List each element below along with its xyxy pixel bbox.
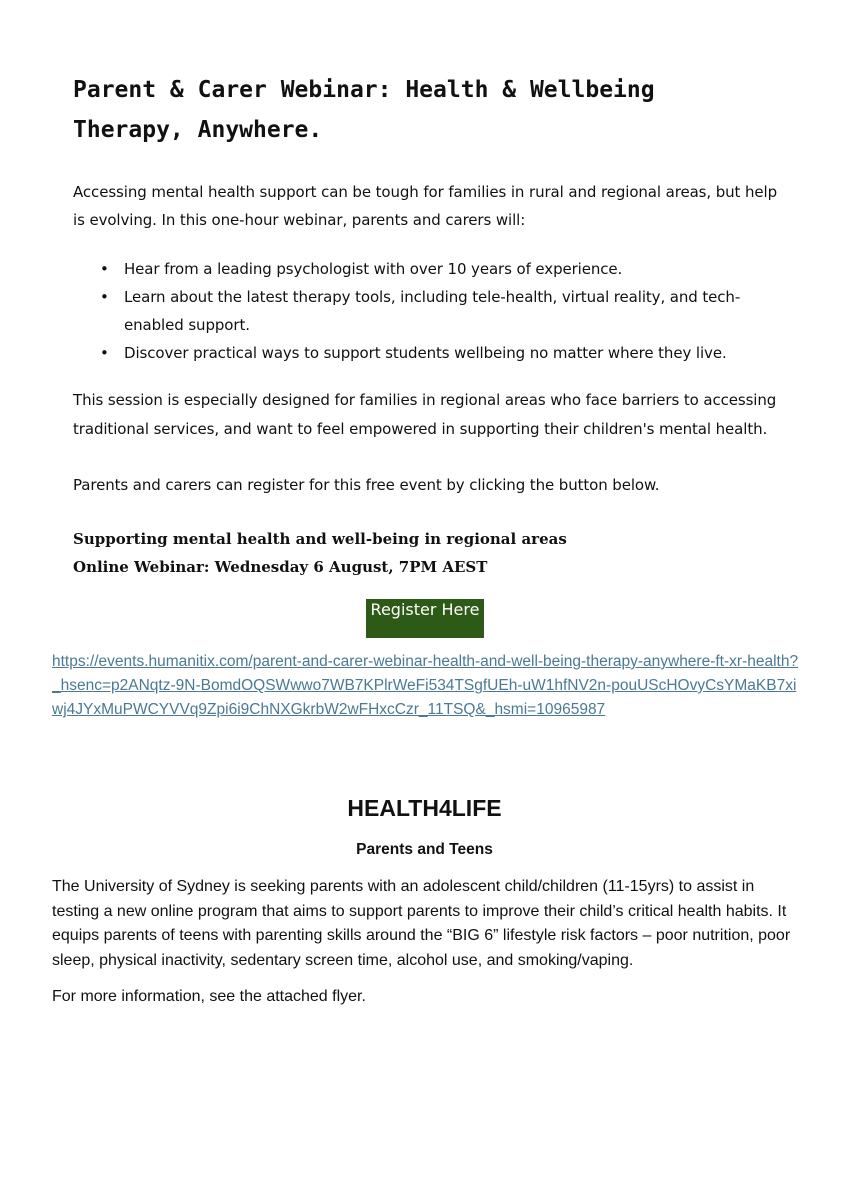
- registration-link[interactable]: https://events.humanitix.com/parent-and-carer-webinar-health-and-well-being-therapy-anywhere-ft-xr-health?_hsenc=p2ANqtz-9N-BomdOQSWwwo7WB7KPlrWeFi534TSgfUEh-uW1hfNV2n-pouUScHOvyCsYMaKB7xiwj4JYxMuPWCYVVq9Zpi6i9ChNXGkrbW2wFHxcCzr_11TSQ&_hsmi=10965987: [52, 653, 799, 718]
- list-item: [73, 339, 783, 367]
- register-button[interactable]: Register Here: [366, 599, 484, 638]
- webinar-title: Parent & Carer Webinar: Health & Wellbeing Therapy, Anywhere.: [73, 77, 655, 143]
- event-datetime: Online Webinar: Wednesday 6 August, 7PM AEST: [73, 558, 488, 576]
- bullet-text: Hear from a leading psychologist with over 10 years of experience.: [124, 260, 623, 278]
- event-title: Supporting mental health and well-being in regional areas: [73, 530, 567, 548]
- list-item: [73, 255, 783, 283]
- health4life-title: HEALTH4LIFE: [347, 795, 502, 821]
- bullet-text: Learn about the latest therapy tools, including tele-health, virtual reality, and tech-enabled support.: [124, 288, 741, 334]
- webinar-register-paragraph: Parents and carers can register for this free event by clicking the button below.: [73, 476, 660, 494]
- health4life-body: The University of Sydney is seeking parents with an adolescent child/children (11-15yrs) to assist in testing a new online program that aims to support parents to improve their child’s critical health habits. It equips parents of teens with parenting skills around the “BIG 6” lifestyle risk factors – poor nutrition, poor sleep, physical inactivity, sedentary screen time, alcohol use, and smoking/vaping.: [52, 878, 791, 969]
- bullet-icon: •: [100, 344, 109, 362]
- webinar-bullet-list: [73, 255, 783, 367]
- webinar-intro: Accessing mental health support can be tough for families in rural and regional areas, but help is evolving. In this one-hour webinar, parents and carers will:: [73, 183, 778, 229]
- health4life-subtitle: Parents and Teens: [356, 841, 493, 858]
- health4life-more-info: For more information, see the attached flyer.: [52, 988, 366, 1005]
- webinar-audience-paragraph: This session is especially designed for families in regional areas who face barriers to accessing traditional services, and want to feel empowered in supporting their children's mental health.: [73, 391, 777, 438]
- list-item: [73, 283, 783, 339]
- bullet-icon: •: [100, 288, 109, 306]
- bullet-text: Discover practical ways to support students wellbeing no matter where they live.: [124, 344, 727, 362]
- bullet-icon: •: [100, 260, 109, 278]
